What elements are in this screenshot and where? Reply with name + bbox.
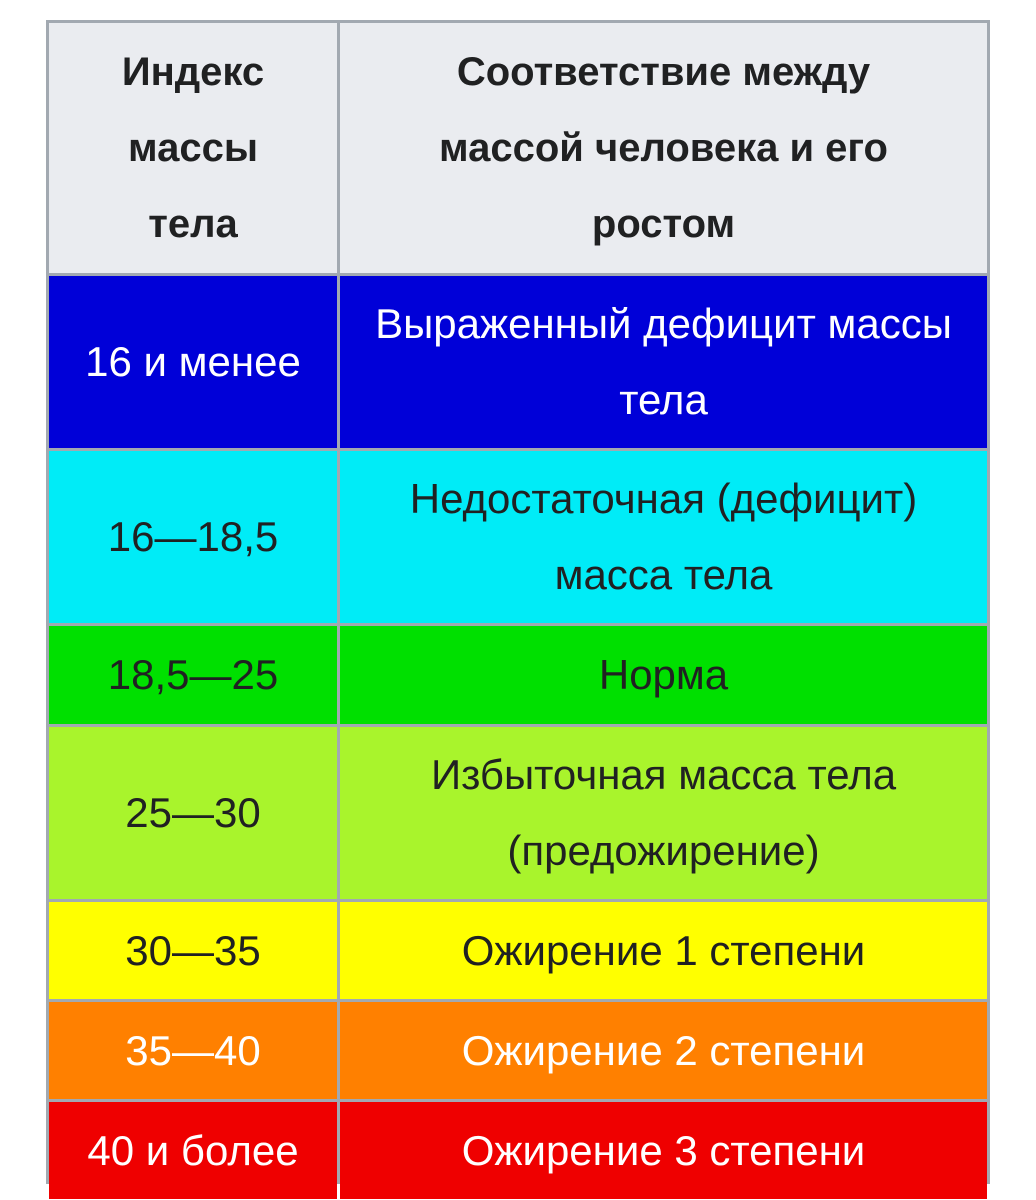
row-7-bmi: 40 и более bbox=[49, 1102, 337, 1199]
row-3-description: Норма bbox=[340, 626, 987, 724]
row-6-description: Ожирение 2 степени bbox=[340, 1002, 987, 1099]
row-7-description: Ожирение 3 степени bbox=[340, 1102, 987, 1199]
row-3-bmi: 18,5—25 bbox=[49, 626, 337, 724]
row-4-description: Избыточная масса тела (предожирение) bbox=[340, 727, 987, 899]
row-2-bmi: 16—18,5 bbox=[49, 451, 337, 623]
header-description: Соответствие между массой человека и его ростом bbox=[340, 23, 987, 273]
row-2-description: Недостаточная (дефицит) масса тела bbox=[340, 451, 987, 623]
bmi-table bbox=[46, 20, 990, 1184]
row-4-bmi: 25—30 bbox=[49, 727, 337, 899]
row-5-description: Ожирение 1 степени bbox=[340, 902, 987, 999]
row-1-bmi: 16 и менее bbox=[49, 276, 337, 448]
row-6-bmi: 35—40 bbox=[49, 1002, 337, 1099]
row-5-bmi: 30—35 bbox=[49, 902, 337, 999]
row-1-description: Выраженный дефицит массы тела bbox=[340, 276, 987, 448]
header-bmi: Индекс массы тела bbox=[49, 23, 337, 273]
